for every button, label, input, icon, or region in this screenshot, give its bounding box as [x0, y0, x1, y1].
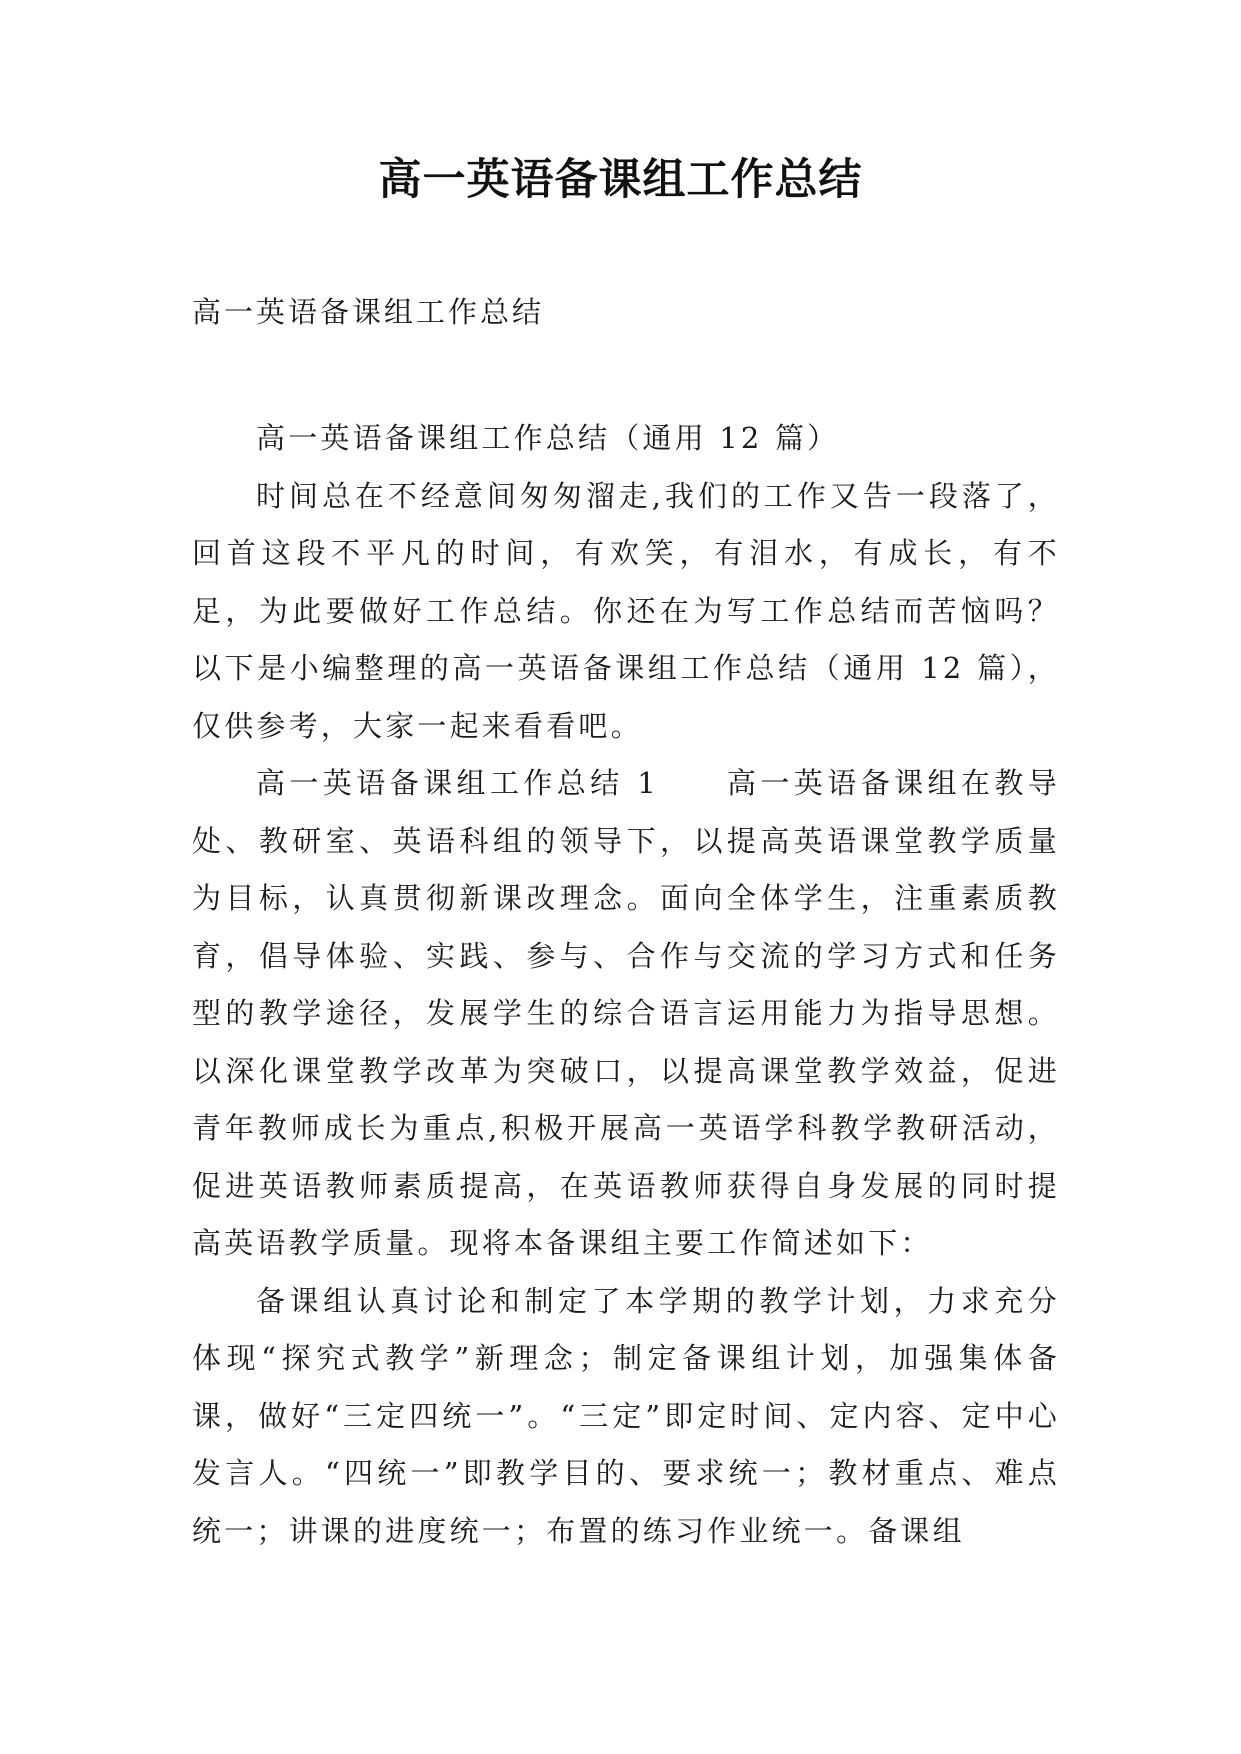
document-title: 高一英语备课组工作总结 — [378, 155, 863, 205]
document-subtitle: 高一英语备课组工作总结 — [192, 295, 545, 329]
paragraph-summary-1: 高一英语备课组工作总结 1 高一英语备课组在教导处、教研室、英语科组的领导下，以提高英语课堂教学质量为目标，认真贯彻新课改理念。面向全体学生，注重素质教育，倡导体验、实践、参与、合作与交流的学习方式和任务型的教学途径，发展学生的综合语言运用能力为指导思想。以深化课堂教学改革为突破口，以提高课堂教学效益，促进青年教师成长为重点,积极开展高一英语学科教学教研活动，促进英语教师素质提高，在英语教师获得自身发展的同时提高英语教学质量。现将本备课组主要工作简述如下： — [192, 766, 1060, 1260]
paragraph-intro: 时间总在不经意间匆匆溜走,我们的工作又告一段落了，回首这段不平凡的时间，有欢笑，有泪水，有成长，有不足，为此要做好工作总结。你还在为写工作总结而苦恼吗？以下是小编整理的高一英语备课组工作总结（通用 12 篇），仅供参考，大家一起来看看吧。 — [192, 478, 1060, 743]
document-body — [192, 410, 1060, 1560]
paragraph-lesson-planning: 备课组认真讨论和制定了本学期的教学计划，力求充分体现“探究式教学”新理念；制定备课组计划，加强集体备课，做好“三定四统一”。“三定”即定时间、定内容、定中心发言人。“四统一”即教学目的、要求统一；教材重点、难点统一；讲课的进度统一；布置的练习作业统一。备课组 — [192, 1283, 1060, 1548]
paragraph-heading: 高一英语备课组工作总结（通用 12 篇） — [256, 421, 840, 455]
